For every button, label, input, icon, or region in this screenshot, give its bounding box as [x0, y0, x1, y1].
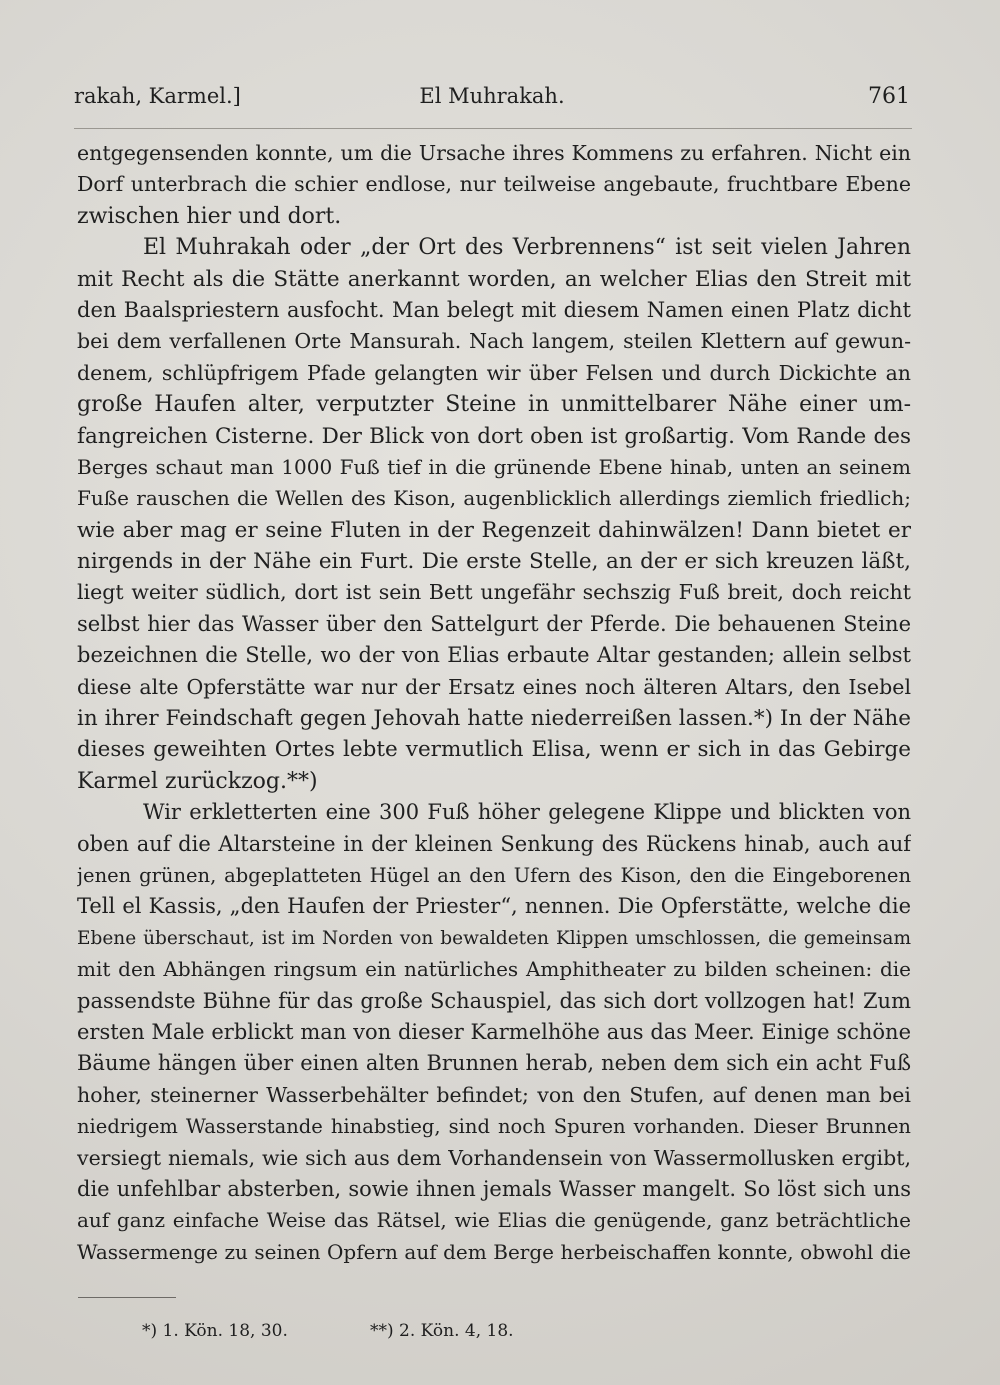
- text-line: Ebene überschaut, ist im Norden von bewaldeten Klippen umschlossen, die gemeinsam: [77, 927, 911, 949]
- text-line: Wir erkletterten eine 300 Fuß höher gelegene Klippe und blickten von: [143, 800, 911, 825]
- text-line: Bäume hängen über einen alten Brunnen herab, neben dem sich ein acht Fuß: [77, 1051, 911, 1076]
- page-number: 761: [868, 84, 910, 109]
- text-line: bei dem verfallenen Orte Mansurah. Nach langem, steilen Klettern auf gewun-: [77, 329, 911, 354]
- text-line: diese alte Opferstätte war nur der Ersatz eines noch älteren Altars, den Isebel: [77, 674, 911, 699]
- text-line: Karmel zurückzog.**): [77, 768, 318, 794]
- running-header: [74, 84, 910, 114]
- header-divider: [74, 128, 912, 129]
- text-line: wie aber mag er seine Fluten in der Regenzeit dahinwälzen! Dann bietet er: [77, 517, 911, 543]
- text-line: Fuße rauschen die Wellen des Kison, augenblicklich allerdings ziemlich friedlich;: [77, 486, 911, 511]
- text-line: Dorf unterbrach die schier endlose, nur teilweise angebaute, fruchtbare Ebene: [77, 172, 911, 197]
- text-line: in ihrer Feindschaft gegen Jehovah hatte niederreißen lassen.*) In der Nähe: [77, 706, 911, 732]
- body-text: [77, 138, 911, 1268]
- text-line: El Muhrakah oder „der Ort des Verbrennens“ ist seit vielen Jahren: [143, 235, 911, 261]
- text-line: auf ganz einfache Weise das Rätsel, wie Elias die genügende, ganz beträchtliche: [77, 1208, 911, 1233]
- text-line: niedrigem Wasserstande hinabstieg, sind noch Spuren vorhanden. Dieser Brunnen: [77, 1115, 911, 1139]
- text-line: den Baalspriestern ausfocht. Man belegt mit diesem Namen einen Platz dicht: [77, 297, 911, 322]
- text-line: Tell el Kassis, „den Haufen der Priester“, nennen. Die Opferstätte, welche die: [77, 894, 911, 919]
- footnote-divider: [78, 1297, 176, 1298]
- footnote-1: *) 1. Kön. 18, 30.: [142, 1321, 288, 1341]
- footnote-2: **) 2. Kön. 4, 18.: [370, 1321, 514, 1341]
- text-line: mit Recht als die Stätte anerkannt worden, an welcher Elias den Streit mit: [77, 266, 911, 292]
- text-line: passendste Bühne für das große Schauspiel, das sich dort vollzogen hat! Zum: [77, 988, 911, 1013]
- text-line: fangreichen Cisterne. Der Blick von dort oben ist großartig. Vom Rande des: [77, 423, 911, 449]
- text-line: bezeichnen die Stelle, wo der von Elias erbaute Altar gestanden; allein selbst: [77, 643, 911, 668]
- text-line: die unfehlbar absterben, sowie ihnen jemals Wasser mangelt. So löst sich uns: [77, 1176, 911, 1201]
- text-line: zwischen hier und dort.: [77, 203, 342, 229]
- text-line: oben auf die Altarsteine in der kleinen Senkung des Rückens hinab, auch auf: [77, 831, 911, 856]
- text-line: mit den Abhängen ringsum ein natürliches Amphitheater zu bilden scheinen: die: [77, 957, 911, 982]
- text-line: ersten Male erblickt man von dieser Karmelhöhe aus das Meer. Einige schöne: [77, 1019, 911, 1044]
- text-line: hoher, steinerner Wasserbehälter befindet; von den Stufen, auf denen man bei: [77, 1082, 911, 1107]
- header-left: rakah, Karmel.]: [74, 84, 241, 108]
- text-line: liegt weiter südlich, dort ist sein Bett ungefähr sechszig Fuß breit, doch reicht: [77, 580, 911, 605]
- text-line: entgegensenden konnte, um die Ursache ihres Kommens zu erfahren. Nicht ein: [77, 141, 911, 165]
- text-line: nirgends in der Nähe ein Furt. Die erste Stelle, an der er sich kreuzen läßt,: [77, 549, 911, 575]
- text-line: jenen grünen, abgeplatteten Hügel an den Ufern des Kison, den die Eingeborenen: [77, 863, 911, 887]
- text-line: versiegt niemals, wie sich aus dem Vorhandensein von Wassermollusken ergibt,: [77, 1145, 911, 1170]
- header-title: El Muhrakah.: [419, 84, 565, 108]
- text-line: dieses geweihten Ortes lebte vermutlich Elisa, wenn er sich in das Gebirge: [77, 737, 911, 763]
- text-line: denem, schlüpfrigem Pfade gelangten wir über Felsen und durch Dickichte an: [77, 360, 911, 385]
- text-line: Berges schaut man 1000 Fuß tief in die grünende Ebene hinab, unten an seinem: [77, 454, 911, 479]
- text-line: Wassermenge zu seinen Opfern auf dem Berge herbeischaffen konnte, obwohl die: [77, 1239, 911, 1264]
- text-line: selbst hier das Wasser über den Sattelgurt der Pferde. Die behauenen Steine: [77, 611, 911, 636]
- text-line: große Haufen alter, verputzter Steine in unmittelbarer Nähe einer um-: [77, 392, 911, 418]
